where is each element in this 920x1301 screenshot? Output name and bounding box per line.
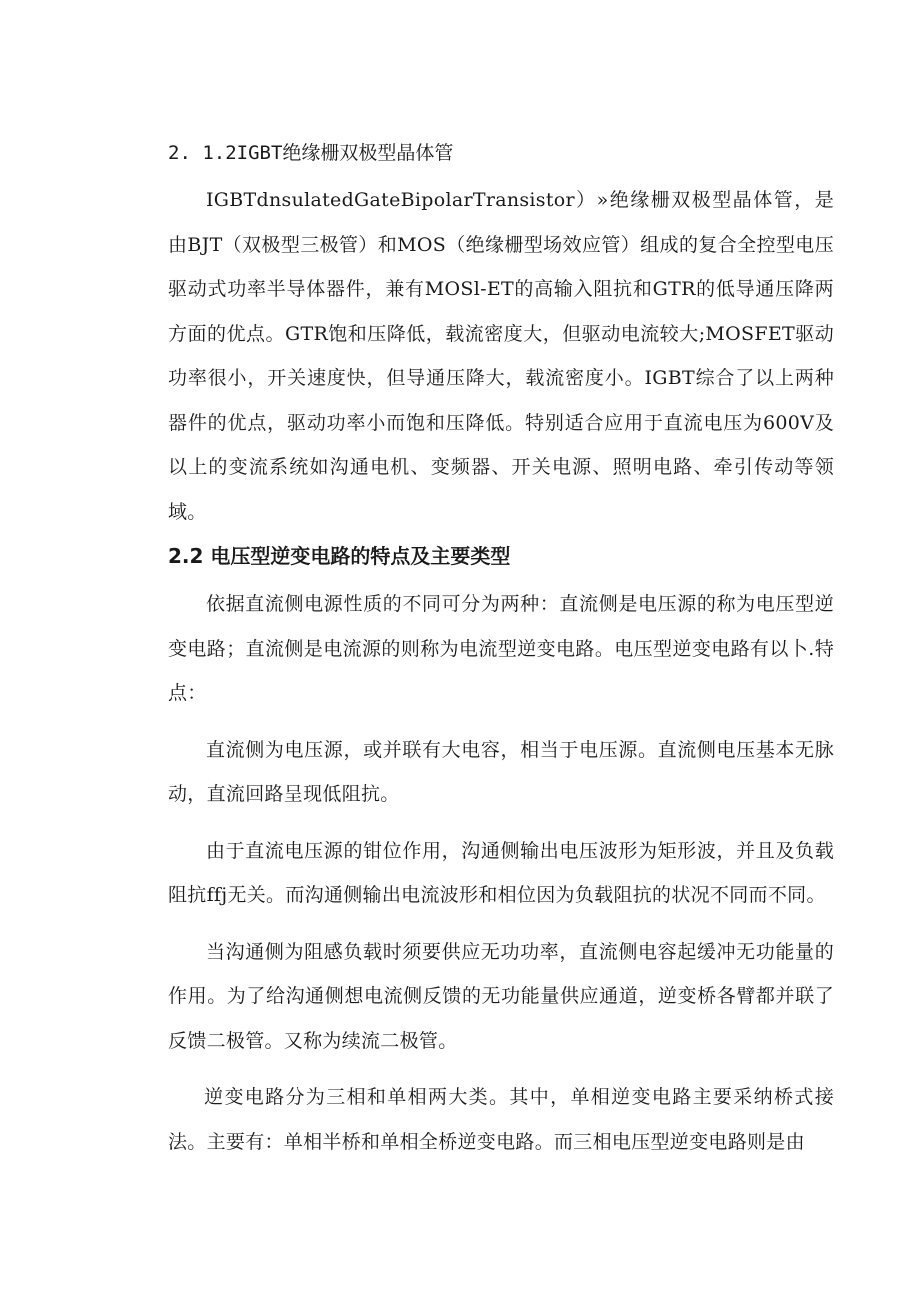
paragraph-dc-side: 直流侧为电压源，或并联有大电容，相当于电压源。直流侧电压基本无脉动，直流回路呈现低阻抗。 (168, 738, 834, 805)
document-body (168, 134, 834, 1164)
paragraph-inverter-types: 逆变电路分为三相和单相两大类。其中，单相逆变电路主要采纳桥式接法。主要有：单相半桥和单相全桥逆变电路。而三相电压型逆变电路则是由 (168, 1086, 834, 1153)
subsection-heading: 2. 1.2IGBT绝缘栅双极型晶体管 (168, 142, 454, 164)
section-heading: 2.2 电压型逆变电路的特点及主要类型 (168, 544, 511, 568)
paragraph-clamping: 由于直流电压源的钳位作用，沟通侧输出电压波形为矩形波，并且及负载阻抗ffj无关。而沟通侧输出电流波形和相位因为负载阻抗的状况不同而不同。 (168, 839, 834, 906)
paragraph-reactive-power: 当沟通侧为阻感负载时须要供应无功功率，直流侧电容起缓冲无功能量的作用。为了给沟通侧想电流侧反馈的无功能量供应通道，逆变桥各臂都并联了反馈二极管。又称为续流二极管。 (168, 940, 834, 1052)
igbt-paragraph: IGBTdnsulatedGateBipolarTransistor）»绝缘栅双极型晶体管，是由BJT（双极型三极管）和MOS（绝缘栅型场效应管）组成的复合全控型电压驱动式功率半导体器件，兼有MOSl-ET的高输入阻抗和GTR的低导通压降两方面的优点。GTR饱和压降低，载流密度大，但驱动电流较大;MOSFET驱动功率很小，开关速度快，但导通压降大，载流密度小。IGBT综合了以上两种器件的优点，驱动功率小而饱和压降低。特别适合应用于直流电压为600V及以上的变流系统如沟通电机、变频器、开关电源、照明电路、牵引传动等领域。 (168, 189, 834, 523)
paragraph-classification: 依据直流侧电源性质的不同可分为两种：直流侧是电压源的称为电压型逆变电路；直流侧是电流源的则称为电流型逆变电路。电压型逆变电路有以卜.特点： (168, 593, 834, 704)
